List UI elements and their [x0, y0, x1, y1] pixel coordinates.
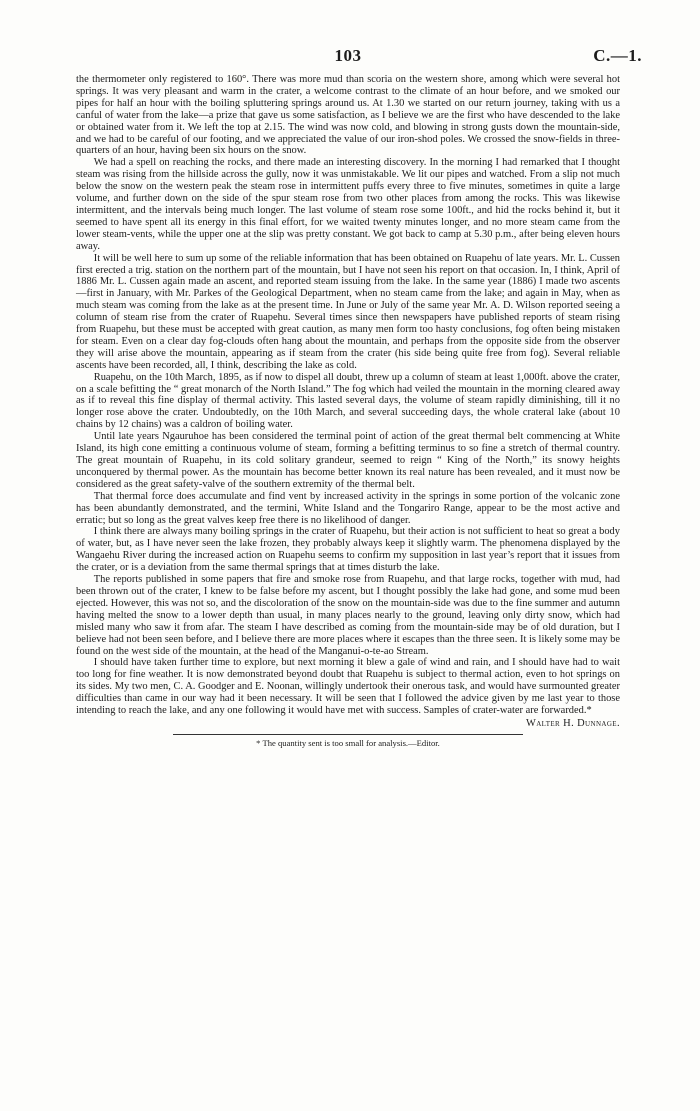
page-header [76, 46, 642, 72]
paragraph: That thermal force does accumulate and find vent by increased activity in the springs in some portion of the volcanic zone has been abundantly demonstrated, and the termini, White Island and the Tongariro Range, appear to be the most active and erratic; but so long as the great valves keep free there is no likelihood of danger. [76, 490, 620, 526]
paragraph: Ruapehu, on the 10th March, 1895, as if now to dispel all doubt, threw up a column of steam at least 1,000ft. above the crater, on a scale befitting the “ great monarch of the North Island.” The fog which had veiled the mountain in the morning cleared away as if to reveal this fine display of thermal activity. This lasted several days, the volume of steam rapidly diminishing, till it no longer rose above the crater. Undoubtedly, on the 10th March, and several succeeding days, the whole crateral lake (about 10 chains by 12 chains) was a caldron of boiling water. [76, 371, 621, 431]
paragraph: the thermometer only registered to 160°. There was more mud than scoria on the western shore, among which were several hot springs. It was very pleasant and warm in the crater, a welcome contrast to the climate of an hour before, and we smoked our pipes for half an hour with the boiling spluttering springs around us. At 1.30 we started on our return journey, taking with us a canful of water from the lake—a prize that gave us some satisfaction, as I believe we are the first who have descended to the lake or obtained water from it. We left the top at 2.15. The wind was now cold, and blowing in strong gusts down the mountain-side, and we had to be careful of our footing, and we appreciated the value of our iron-shod poles. We crossed the snow-fields in three-quarters of an hour, having been six hours on the snow. [76, 74, 620, 157]
page-number: 103 [334, 46, 362, 65]
document-code: C.—1. [593, 46, 642, 65]
paragraph: Until late years Ngauruhoe has been considered the terminal point of action of the great thermal belt commencing at White Island, its high cone emitting a continuous volume of steam, forming a befitting terminus to so fine a stretch of thermal country. The great mountain of Ruapehu, in its cold solitary grandeur, seemed to reign “ King of the North,” its snowy heights unconquered by thermal power. As the mountain has become better known its real nature has been revealed, and it must now be considered as the great safety-valve of the southern extremity of the thermal belt. [76, 431, 620, 490]
paragraph: I think there are always many boiling springs in the crater of Ruapehu, but their action is not sufficient to heat so great a body of water, but, as I have never seen the lake frozen, they probably always keep it slightly warm. The phenomena displayed by the Wangaehu River during the increased action on Ruapehu seems to confirm my supposition in last year’s report that it issues from the crater, or is a deviation from the same thermal springs that at times disturb the lake. [76, 526, 620, 574]
paragraph: The reports published in some papers that fire and smoke rose from Ruapehu, and that large rocks, together with mud, had been thrown out of the crater, I knew to be false before my ascent, but I thought possibly the lake had gone, and some mud been ejected. However, this was not so, and the discoloration of the snow on the mountain-side was due to the fine summer and autumn having melted the snow to a lower depth than usual, in many places nearly to the ground, leaving only dirty snow, which had misled many who saw it from afar. The steam I have described as coming from the mountain-side may be of old duration, but I believe had not been seen before, and I believe there are more places where it escapes than the three seen. It is likely some may be found on the west side of the mountain, at the head of the Manganui-o-te-ao Stream. [76, 574, 620, 657]
footnote: * The quantity sent is too small for analysis.—Editor. [256, 737, 440, 748]
report-body [76, 74, 620, 717]
paragraph: I should have taken further time to explore, but next morning it blew a gale of wind and rain, and I should have had to wait too long for fine weather. It is now demonstrated beyond doubt that Ruapehu is subject to thermal action, even to hot springs on its sides. My two men, C. A. Goodger and E. Noonan, willingly undertook their onerous task, and would have surmounted greater difficulties than came in our way had it been necessary. It will be seen that I followed the advice given by me last year to those intending to reach the lake, and any one following it would have met with success. Samples of crater-water are forwarded.* [76, 657, 620, 717]
author-signature: Walter H. Dunnage. [525, 717, 620, 729]
footnote-divider [173, 734, 523, 735]
paragraph: It will be well here to sum up some of the reliable information that has been obtained on Ruapehu of late years. Mr. L. Cussen first erected a trig. station on the northern part of the mountain, but I have not seen his report on that occasion. In, I think, April of 1886 Mr. L. Cussen again made an ascent, and reported steam issuing from the lake. In the same year (1886) I made two ascents—first in January, with Mr. Parkes of the Geological Department, when no steam came from the lake; and again in May, when as much steam was coming from the lake as at the present time. In June or July of the same year Mr. A. D. Wilson reported seeing a column of steam rise from the crater of Ruapehu. Several times since then newspapers have published reports of steam rising from Ruapehu, but these must be accepted with great caution, as many men form too hasty conclusions, fog often being mistaken for steam. Even on a clear day fog-clouds often hang about the mountain, and perhaps from the opposite side from the observer they will arise above the mountain, appearing as if steam from the crater (his side being quite free from fog). Several reliable ascents have been recorded, all, I think, describing the lake as cold. [76, 252, 620, 371]
paragraph: We had a spell on reaching the rocks, and there made an interesting discovery. In the morning I had remarked that I thought steam was rising from the hillside across the gully, now it was unmistakable. We lit our pipes and watched. From a slip not much below the snow on the western peak the steam rose in intermittent puffs every three to five minutes, sometimes in quite a large volume, and further down on the side of the spur steam rose from two other places from among the rocks. This was likewise intermittent, and the intervals being much longer. The last volume of steam rose some 100ft., and hid the rocks behind it, but it seemed to have spent all its energy in this final effort, for we waited twenty minutes longer, and no more steam came from the lower steam-vents, while the upper one at the slip was pretty constant. We got back to camp at 5.30 p.m., after being eleven hours away. [76, 157, 620, 252]
